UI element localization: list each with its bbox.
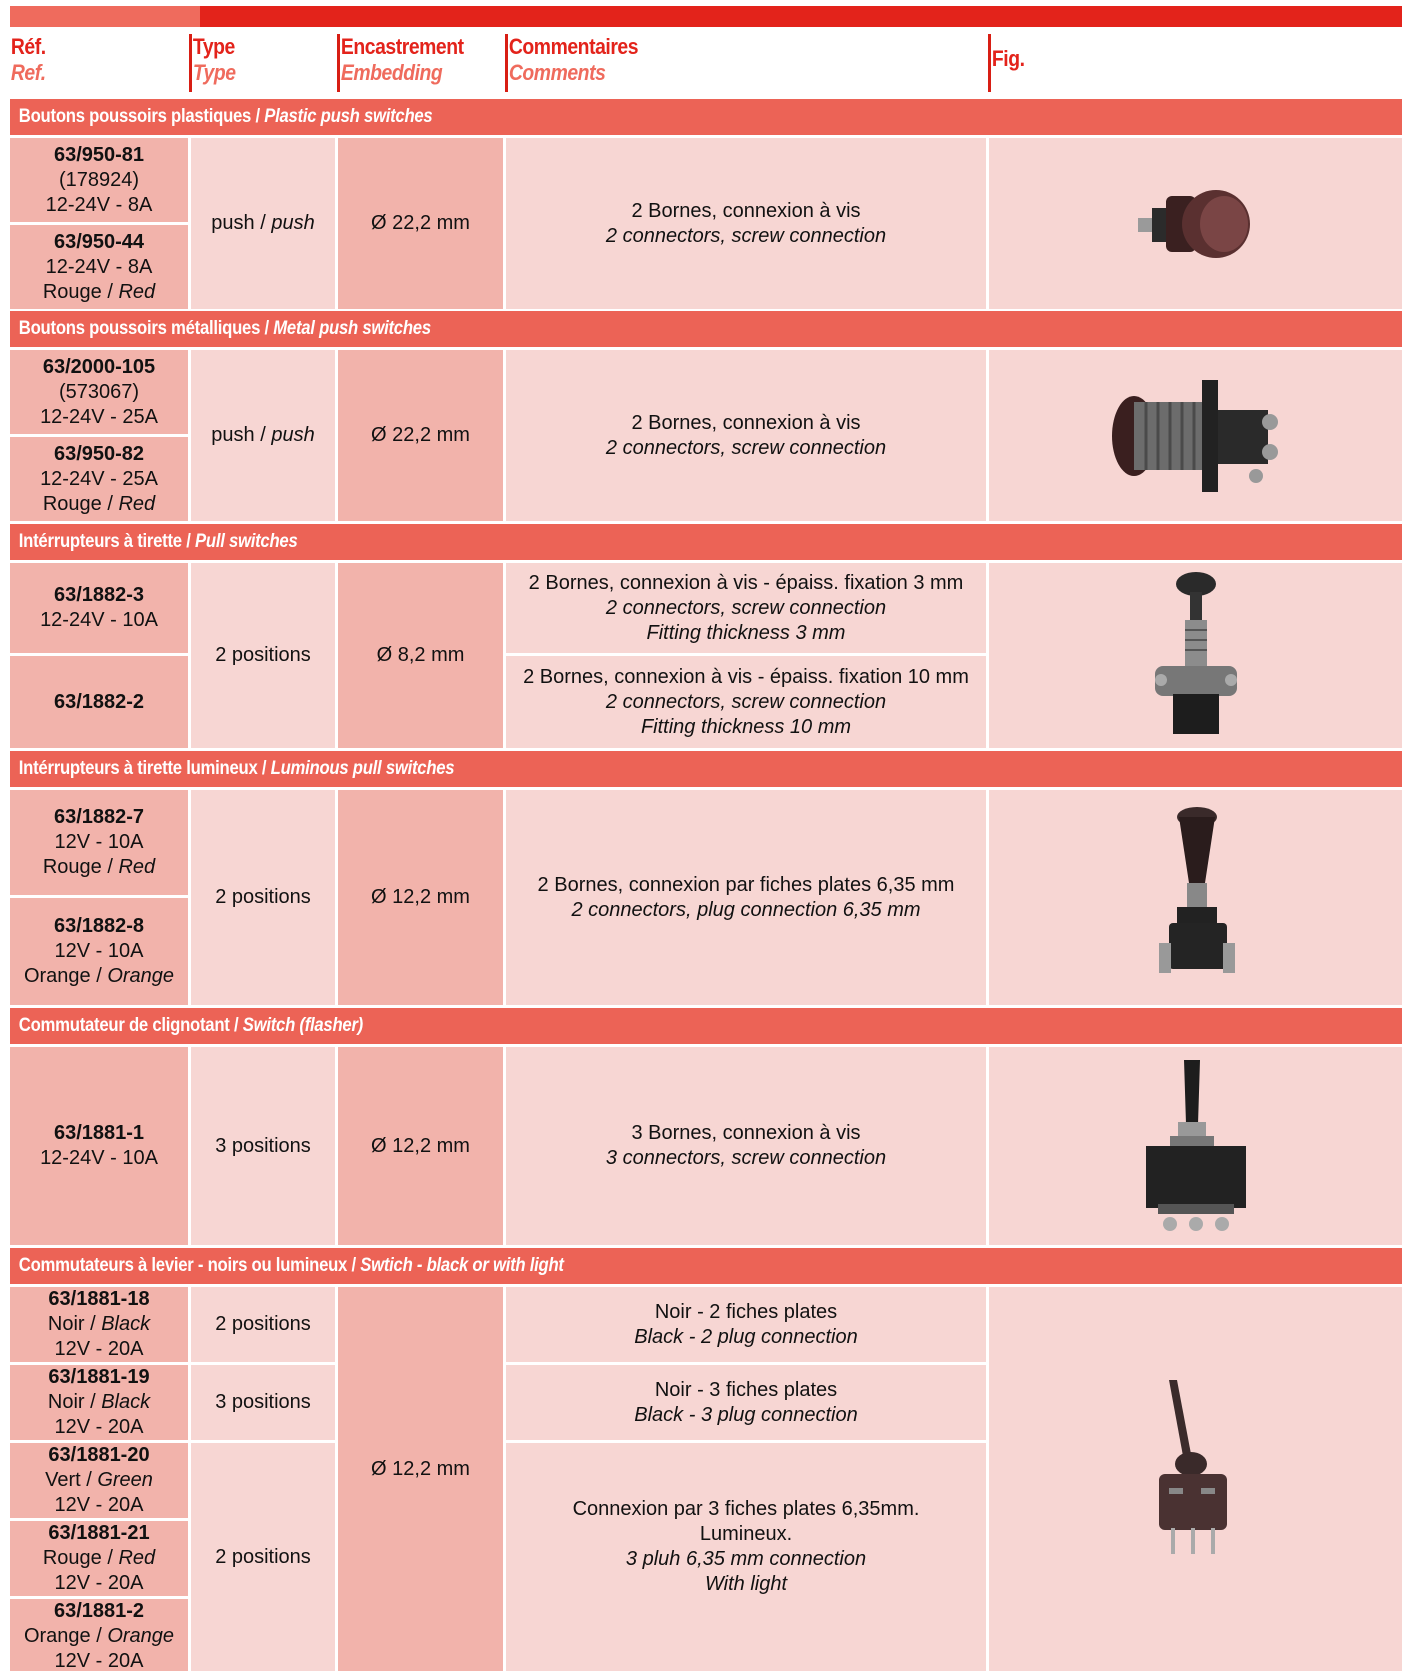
section-title-en: Pull switches <box>194 531 298 552</box>
section-title-fr: Intérrupteurs à tirette lumineux / <box>18 758 271 779</box>
header-fig-label: Fig. <box>991 46 1025 71</box>
ref-spec: 12-24V - 10A <box>40 1147 158 1169</box>
ref-cell <box>10 1521 188 1596</box>
ref-color: Rouge / Red <box>42 280 156 303</box>
ref-spec: 12-24V - 8A <box>45 255 153 278</box>
type-cell: 2 positions <box>191 1443 335 1671</box>
ref-cell <box>10 898 188 1005</box>
ref-spec: 12V - 10A <box>54 831 144 853</box>
comment-cell: 2 Bornes, connexion à vis - épaiss. fixation 10 mm 2 connectors, screw connection Fitting thickness 10 mm <box>506 656 986 748</box>
section-title-fr: Commutateurs à levier - noirs ou lumineux / <box>18 1255 361 1276</box>
ref-color: Noir / Black <box>47 1391 151 1413</box>
ref-code: 63/1881-21 <box>48 1522 150 1544</box>
ref-cell <box>10 1599 188 1671</box>
section-title-fr: Boutons poussoirs métalliques / <box>18 318 274 339</box>
figure-cell <box>989 1047 1402 1245</box>
section-luminous-pull <box>10 751 1402 787</box>
plastic-push-switch-image <box>1126 174 1266 274</box>
header-emb-fr: Encastrement <box>340 34 464 59</box>
ref-code: 63/1881-20 <box>48 1444 150 1466</box>
figure-cell <box>989 350 1402 521</box>
ref-color: Rouge / Red <box>42 1547 156 1569</box>
ref-cell <box>10 1287 188 1362</box>
section-title-fr: Boutons poussoirs plastiques / <box>18 106 265 127</box>
ref-spec: 12V - 20A <box>54 1572 144 1594</box>
ref-code: 63/950-82 <box>53 442 145 465</box>
header-ref-en: Ref. <box>10 60 46 85</box>
ref-color: Rouge / Red <box>42 492 156 515</box>
comment-cell: Noir - 3 fiches plates Black - 3 plug connection <box>506 1365 986 1440</box>
header-com-en: Comments <box>508 60 606 85</box>
header-emb-en: Embedding <box>340 60 443 85</box>
ref-alt: (573067) <box>58 380 140 403</box>
embedding-cell: Ø 8,2 mm <box>338 563 503 748</box>
ref-color: Orange / Orange <box>23 965 175 987</box>
header-com-fr: Commentaires <box>508 34 639 59</box>
comment-cell: Connexion par 3 fiches plates 6,35mm. Lumineux. 3 pluh 6,35 mm connection With light <box>506 1443 986 1671</box>
metal-push-switch-image <box>1106 366 1286 506</box>
section-title-en: Switch (flasher) <box>242 1015 363 1036</box>
ref-cell <box>10 1365 188 1440</box>
type-cell: 2 positions <box>191 1287 335 1362</box>
comment-cell: 2 Bornes, connexion à vis 2 connectors, screw connection <box>506 138 986 309</box>
comment-cell: Noir - 2 fiches plates Black - 2 plug connection <box>506 1287 986 1362</box>
ref-code: 63/1881-1 <box>53 1122 145 1144</box>
pull-switch-image <box>1141 568 1251 743</box>
ref-cell <box>10 563 188 653</box>
section-title-en: Metal push switches <box>273 318 431 339</box>
header-type-en: Type <box>192 60 236 85</box>
ref-cell <box>10 1443 188 1518</box>
ref-cell <box>10 1047 188 1245</box>
comment-cell: 3 Bornes, connexion à vis 3 connectors, screw connection <box>506 1047 986 1245</box>
luminous-pull-switch-image <box>1151 803 1241 993</box>
header-type <box>189 34 337 92</box>
header-fig <box>988 34 1291 92</box>
figure-cell <box>989 138 1402 309</box>
ref-code: 63/1881-18 <box>48 1288 150 1310</box>
figure-cell <box>989 1287 1402 1671</box>
embedding-cell: Ø 12,2 mm <box>338 790 503 1005</box>
ref-spec: 12V - 10A <box>54 940 144 962</box>
comment-cell: 2 Bornes, connexion à vis - épaiss. fixation 3 mm 2 connectors, screw connection Fitting thickness 3 mm <box>506 563 986 653</box>
ref-code: 63/1881-19 <box>48 1366 150 1388</box>
ref-spec: 12V - 20A <box>54 1416 144 1438</box>
ref-cell <box>10 225 188 309</box>
ref-color: Rouge / Red <box>42 856 156 878</box>
ref-cell <box>10 138 188 222</box>
ref-color: Vert / Green <box>45 1469 153 1491</box>
embedding-cell: Ø 22,2 mm <box>338 138 503 309</box>
ref-color: Orange / Orange <box>23 1625 175 1647</box>
embedding-cell: Ø 12,2 mm <box>338 1287 503 1671</box>
ref-spec: 12V - 20A <box>54 1338 144 1360</box>
section-metal-push <box>10 311 1402 347</box>
section-title-en: Plastic push switches <box>264 106 433 127</box>
top-bar <box>10 6 1402 27</box>
ref-spec: 12-24V - 25A <box>40 405 158 428</box>
comment-cell: 2 Bornes, connexion par fiches plates 6,35 mm 2 connectors, plug connection 6,35 mm <box>506 790 986 1005</box>
ref-spec: 12-24V - 8A <box>45 193 153 216</box>
figure-cell <box>989 790 1402 1005</box>
header-embedding <box>337 34 505 92</box>
ref-spec: 12-24V - 10A <box>40 609 158 631</box>
type-cell: 3 positions <box>191 1365 335 1440</box>
type-cell: push / push <box>191 138 335 309</box>
embedding-cell: Ø 22,2 mm <box>338 350 503 521</box>
section-title-en: Luminous pull switches <box>270 758 455 779</box>
ref-cell <box>10 656 188 748</box>
top-bar-accent <box>10 6 200 27</box>
ref-cell <box>10 437 188 521</box>
ref-color: Noir / Black <box>47 1313 151 1335</box>
type-cell: 3 positions <box>191 1047 335 1245</box>
section-plastic-push <box>10 99 1402 135</box>
type-cell: 2 positions <box>191 563 335 748</box>
header-type-fr: Type <box>192 34 235 59</box>
ref-code: 63/1881-2 <box>53 1600 145 1622</box>
embedding-cell: Ø 12,2 mm <box>338 1047 503 1245</box>
lever-switch-image <box>1141 1374 1251 1564</box>
ref-code: 63/950-81 <box>53 143 145 166</box>
section-title-fr: Intérrupteurs à tirette / <box>18 531 195 552</box>
ref-code: 63/1882-2 <box>53 690 145 713</box>
ref-code: 63/1882-3 <box>53 584 145 606</box>
ref-code: 63/1882-8 <box>53 915 145 937</box>
section-title-fr: Commutateur de clignotant / <box>18 1015 243 1036</box>
ref-code: 63/950-44 <box>53 230 145 253</box>
header-ref <box>10 34 186 92</box>
header-ref-fr: Réf. <box>10 34 46 59</box>
section-title-en: Swtich - black or with light <box>360 1255 564 1276</box>
ref-cell <box>10 790 188 895</box>
figure-cell <box>989 563 1402 748</box>
ref-spec: 12V - 20A <box>54 1650 144 1672</box>
ref-alt: (178924) <box>58 168 140 191</box>
header-comments <box>505 34 988 92</box>
ref-code: 63/2000-105 <box>42 355 156 378</box>
ref-spec: 12-24V - 25A <box>40 467 158 490</box>
type-cell: push / push <box>191 350 335 521</box>
ref-spec: 12V - 20A <box>54 1494 144 1516</box>
section-flasher <box>10 1008 1402 1044</box>
type-cell: 2 positions <box>191 790 335 1005</box>
ref-code: 63/1882-7 <box>53 806 145 828</box>
comment-cell: 2 Bornes, connexion à vis 2 connectors, screw connection <box>506 350 986 521</box>
section-lever-switches <box>10 1248 1402 1284</box>
section-pull-switches <box>10 524 1402 560</box>
flasher-switch-image <box>1136 1054 1256 1239</box>
ref-cell <box>10 350 188 434</box>
